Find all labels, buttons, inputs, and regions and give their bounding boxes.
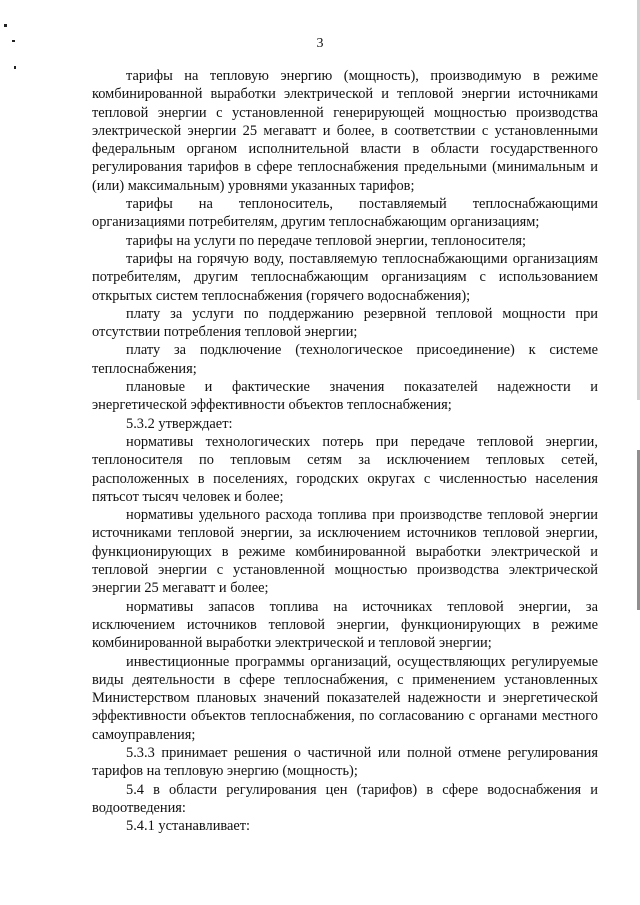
paragraph: 5.3.3 принимает решения о частичной или полной отмене регулирования тарифов на тепловую энергию (мощность); — [92, 744, 598, 780]
paragraph: нормативы удельного расхода топлива при производстве тепловой энергии источниками тепловой энергии, за исключением источников тепловой энергии, функционирующих в режиме комбинированной выработки электрической и тепловой энергии с установленной мощностью производства электрической энергии 25 мегаватт и более; — [92, 507, 598, 597]
page-number: 3 — [316, 36, 324, 51]
paragraph: плановые и фактические значения показателей надежности и энергетической эффективности объектов теплоснабжения; — [92, 379, 598, 414]
paragraph: тарифы на услуги по передаче тепловой энергии, теплоносителя; — [126, 232, 526, 249]
paragraph: нормативы запасов топлива на источниках тепловой энергии, за исключением источников тепловой энергии, функционирующих в режиме комбинированной выработки электрической и тепловой энергии; — [92, 598, 598, 652]
scan-mark-dot — [4, 24, 7, 27]
document-body — [92, 67, 598, 835]
paragraph: плату за подключение (технологическое присоединение) к системе теплоснабжения; — [92, 342, 598, 377]
paragraph: нормативы технологических потерь при передаче тепловой энергии, теплоносителя по тепловым сетям за исключением тепловых сетей, расположенных в поселениях, городских округах с численностью населения пятьсот тысяч человек и более; — [92, 433, 598, 505]
paragraph: тарифы на горячую воду, поставляемую теплоснабжающими организациям потребителям, другим теплоснабжающим организациям с использованием открытых систем теплоснабжения (горячего водоснабжения); — [92, 250, 598, 304]
paragraph: плату за услуги по поддержанию резервной тепловой мощности при отсутствии потребления тепловой энергии; — [92, 305, 598, 341]
scan-mark-dot — [14, 66, 16, 69]
section-heading: 5.4.1 устанавливает: — [126, 818, 251, 835]
section-heading: 5.3.2 утверждает: — [126, 415, 233, 432]
paragraph: тарифы на теплоноситель, поставляемый теплоснабжающими организациями потребителям, другим теплоснабжающим организациям; — [92, 196, 598, 231]
paragraph: тарифы на тепловую энергию (мощность), производимую в режиме комбинированной выработки электрической и тепловой энергии источниками тепловой энергии с установленной генерирующей мощностью производства электрической энергии 25 мегаватт и более, в соответствии с установленными федеральным органом исполнительной власти в области государственного регулирования тарифов в сфере теплоснабжения предельными (минимальным и (или) максимальным) уровнями указанных тарифов; — [92, 68, 598, 194]
paragraph: инвестиционные программы организаций, осуществляющих регулируемые виды деятельности в сфере теплоснабжения, с применением установленных Министерством плановых значений показателей надежности и энергетической эффективности объектов теплоснабжения, по согласованию с органами местного самоуправления; — [92, 653, 598, 743]
paragraph: 5.4 в области регулирования цен (тарифов) в сфере водоснабжения и водоотведения: — [92, 781, 598, 816]
